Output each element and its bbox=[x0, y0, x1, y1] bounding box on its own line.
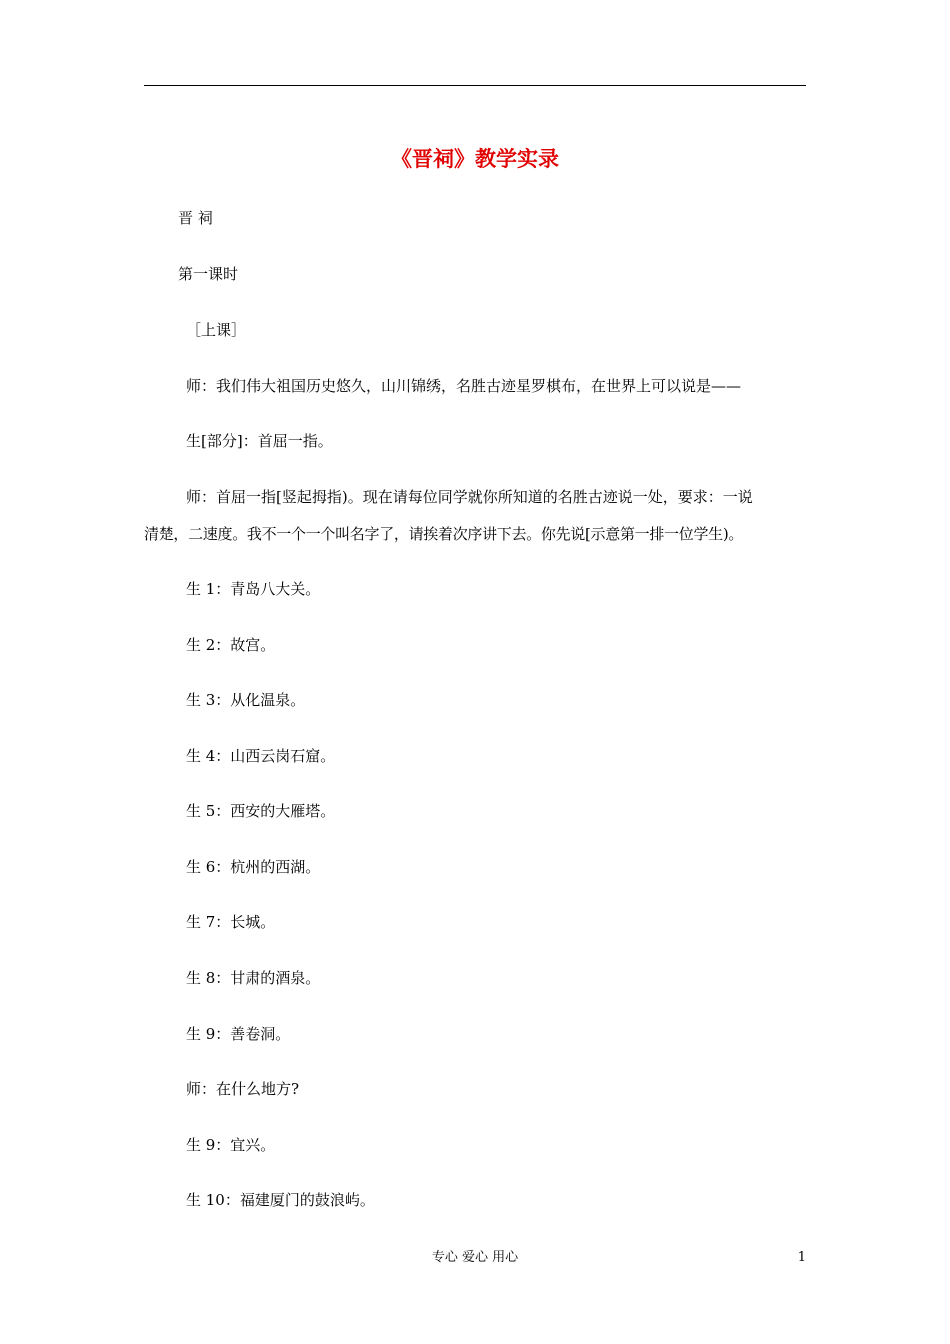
dialogue-line: 生 1：青岛八大关。 bbox=[186, 580, 321, 598]
dialogue-line: 师：首屈一指[竖起拇指)。现在请每位同学就你所知道的名胜古迹说一处，要求：一说 bbox=[186, 488, 753, 506]
header-rule bbox=[144, 85, 806, 86]
footer-motto: 专心 爱心 用心 bbox=[431, 1250, 519, 1265]
section-heading: 晋 祠 bbox=[178, 209, 213, 227]
page-number: 1 bbox=[797, 1250, 806, 1265]
dialogue-line: 生 2：故宫。 bbox=[186, 636, 276, 654]
dialogue-line: 生 7：长城。 bbox=[186, 913, 276, 931]
dialogue-line-continued: 清楚，二速度。我不一个一个叫名字了，请挨着次序讲下去。你先说[示意第一排一位学生)。 bbox=[144, 525, 744, 543]
dialogue-line: 生 4：山西云岗石窟。 bbox=[186, 747, 336, 765]
dialogue-line: 生 10：福建厦门的鼓浪屿。 bbox=[186, 1191, 375, 1209]
dialogue-line: 生 9：宜兴。 bbox=[186, 1136, 276, 1154]
dialogue-line: 生 8：甘肃的酒泉。 bbox=[186, 969, 321, 987]
dialogue-line: 生 5：西安的大雁塔。 bbox=[186, 802, 336, 820]
dialogue-line: 生 6：杭州的西湖。 bbox=[186, 858, 321, 876]
dialogue-line: 生 9：善卷洞。 bbox=[186, 1025, 291, 1043]
lesson-period: 第一课时 bbox=[178, 265, 239, 283]
dialogue-line: 师：我们伟大祖国历史悠久，山川锦绣，名胜古迹星罗棋布，在世界上可以说是—— bbox=[186, 377, 742, 395]
dialogue-line: 生[部分]：首屈一指。 bbox=[186, 432, 333, 450]
document-title: 《晋祠》教学实录 bbox=[391, 146, 559, 171]
dialogue-line: 师：在什么地方? bbox=[186, 1080, 300, 1098]
stage-direction: ［上课］ bbox=[186, 321, 247, 339]
dialogue-line: 生 3：从化温泉。 bbox=[186, 691, 306, 709]
